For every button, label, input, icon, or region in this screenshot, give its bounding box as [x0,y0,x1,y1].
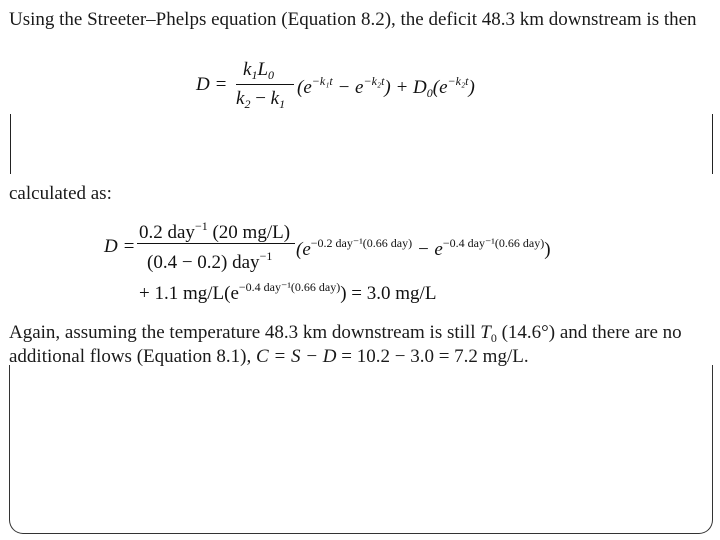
eq2-exponential-terms: $(e^{-0.2 day^{-1}(0.66 day)} - e^{-0.4 day^{-1}(0.66 day)})$ [296,236,551,260]
frame-right-mark [712,114,713,174]
eq1-lhs: D = [196,74,228,95]
paragraph-line-1: Again, assuming the temperature 48.3 km downstream is still $T_0$ (14.6°) and there are no [9,322,682,345]
eq2-denominator: (0.4 − 0.2) day$^{-1}$ [147,249,273,273]
eq1-fraction-bar [236,84,294,85]
eq3-line: + 1.1 $mg/L(e^{-0.4 day^{-1}(0.66 day)}) = 3.0$ mg/L [139,280,437,304]
eq2-numerator: 0.2 day$^{-1}$ (20 mg/L) [139,219,291,243]
eq2-lhs: D = [104,236,136,257]
frame-left-mark [10,114,11,174]
eq2-fraction-bar [137,243,295,244]
eq1-numerator: $k_1L_0$ [243,59,275,82]
paragraph-line-2: additional flows (Equation 8.1), C = S − D = 10.2 − 3.0 = 7.2 mg/L. [9,346,529,367]
intro-text: Using the Streeter–Phelps equation (Equation 8.2), the deficit 48.3 km downstream is then [9,9,697,30]
calculated-label: calculated as: [9,183,112,204]
eq1-denominator: $k_2 - k_1$ [236,88,286,111]
lower-frame [9,365,713,534]
eq1-exponential-terms: $(e^{-k_1t} - e^{-k_2t}) + D_0(e^{-k_2t})$ [297,74,475,100]
